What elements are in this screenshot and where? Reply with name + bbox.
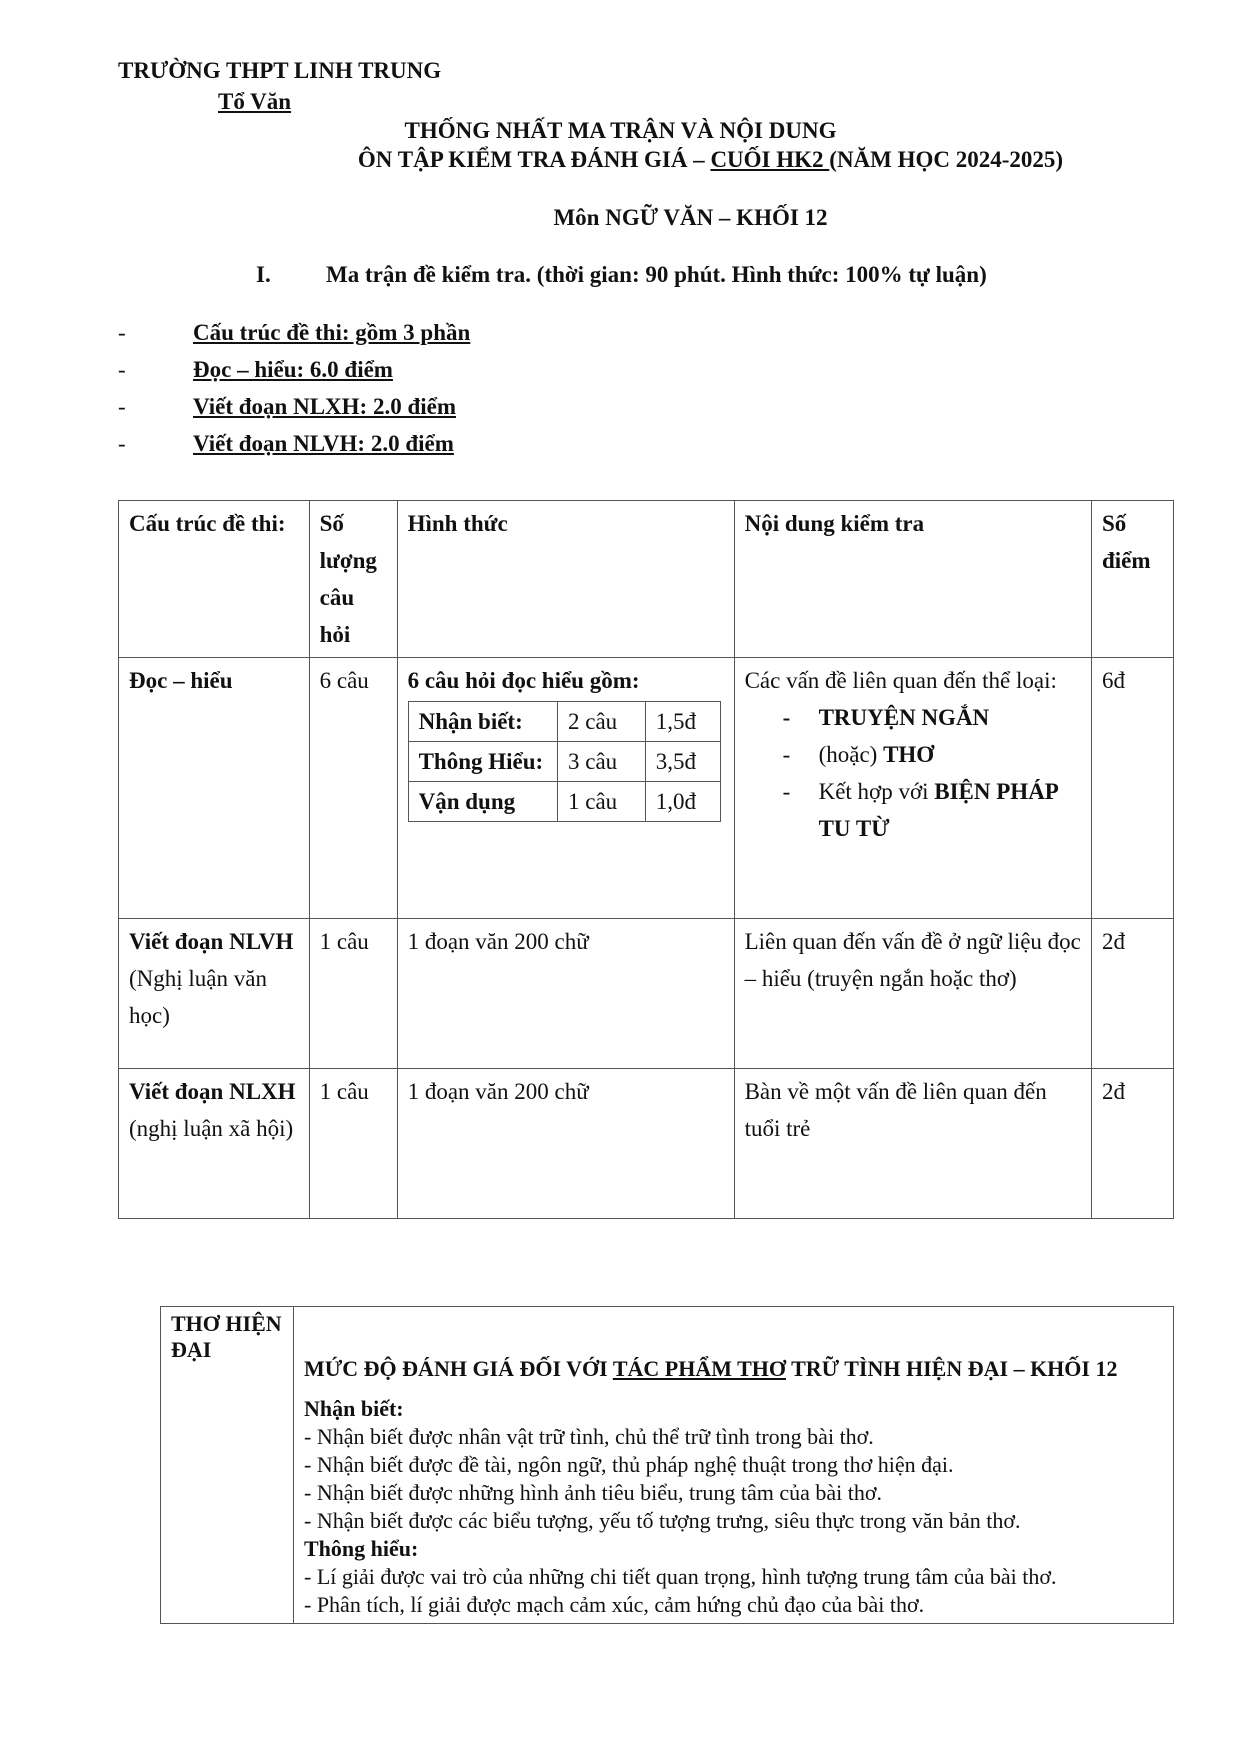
list-item: - (hoặc) THƠ bbox=[745, 736, 1081, 773]
part-cell bbox=[119, 919, 310, 1069]
table-row bbox=[161, 1307, 1174, 1624]
level-score: 1,0đ bbox=[645, 782, 720, 822]
school-name: TRƯỜNG THPT LINH TRUNG bbox=[118, 58, 442, 83]
level-count: 1 câu bbox=[558, 782, 646, 822]
level-heading: Nhận biết: bbox=[304, 1396, 404, 1421]
title-line2-term: CUỐI HK2 bbox=[710, 147, 830, 172]
genre-list bbox=[745, 699, 1081, 847]
part-note: (nghị luận xã hội) bbox=[129, 1116, 294, 1141]
bullet-text: Cấu trúc đề thi: gồm 3 phần bbox=[193, 320, 471, 345]
level-count: 3 câu bbox=[558, 742, 646, 782]
document-title-line1: THỐNG NHẤT MA TRẬN VÀ NỘI DUNG bbox=[404, 118, 837, 143]
department-name: Tổ Văn bbox=[218, 89, 292, 114]
level-row bbox=[408, 702, 720, 742]
content-cell: Liên quan đến vấn đề ở ngữ liệu đọc – hiểu (truyện ngắn hoặc thơ) bbox=[734, 919, 1091, 1069]
exam-matrix-table bbox=[118, 500, 1174, 1219]
content-cell bbox=[734, 658, 1091, 919]
level-row bbox=[408, 782, 720, 822]
poem-assessment-table bbox=[160, 1306, 1174, 1624]
list-item: - Nhận biết được đề tài, ngôn ngữ, thủ pháp nghệ thuật trong thơ hiện đại. bbox=[304, 1452, 954, 1477]
score-cell: 2đ bbox=[1092, 1069, 1174, 1219]
bullet-text: Viết đoạn NLVH: 2.0 điểm bbox=[193, 431, 454, 456]
level-score: 3,5đ bbox=[645, 742, 720, 782]
count-cell: 1 câu bbox=[309, 919, 397, 1069]
table-header-row bbox=[119, 501, 1174, 658]
genre-label: THƠ HIỆN ĐẠI bbox=[161, 1307, 294, 1624]
header-cell: Nội dung kiểm tra bbox=[734, 501, 1091, 658]
list-item: - Lí giải được vai trò của những chi tiết quan trọng, hình tượng trung tâm của bài thơ. bbox=[304, 1564, 1057, 1589]
title-line2-prefix: ÔN TẬP KIỂM TRA ĐÁNH GIÁ – bbox=[357, 147, 711, 172]
level-score: 1,5đ bbox=[645, 702, 720, 742]
section-number: I. bbox=[256, 262, 271, 287]
header-cell: Hình thức bbox=[397, 501, 734, 658]
content-cell: Bàn về một vấn đề liên quan đến tuổi trẻ bbox=[734, 1069, 1091, 1219]
part-title: Viết đoạn NLVH bbox=[129, 929, 294, 954]
level-name: Vận dụng bbox=[408, 782, 557, 822]
level-heading: Thông hiểu: bbox=[304, 1536, 419, 1561]
subject-line: Môn NGỮ VĂN – KHỐI 12 bbox=[553, 205, 828, 230]
section-heading bbox=[256, 262, 987, 288]
score-cell: 6đ bbox=[1092, 658, 1174, 919]
level-count: 2 câu bbox=[558, 702, 646, 742]
bullet-text: Viết đoạn NLXH: 2.0 điểm bbox=[193, 394, 457, 419]
assessment-cell bbox=[294, 1307, 1174, 1624]
part-note: (Nghị luận văn học) bbox=[129, 966, 267, 1028]
header-cell: Cấu trúc đề thi: bbox=[119, 501, 310, 658]
count-cell: 6 câu bbox=[309, 658, 397, 919]
level-name: Thông Hiểu: bbox=[408, 742, 557, 782]
document-title-line2 bbox=[0, 147, 1241, 173]
list-item: - Nhận biết được những hình ảnh tiêu biểu, trung tâm của bài thơ. bbox=[304, 1480, 883, 1505]
score-cell: 2đ bbox=[1092, 919, 1174, 1069]
form-title: 6 câu hỏi đọc hiểu gồm: bbox=[407, 668, 640, 693]
header-cell: Số lượng câu hỏi bbox=[309, 501, 397, 658]
list-item: - Kết hợp với BIỆN PHÁP TU TỪ bbox=[745, 773, 1081, 847]
level-breakdown-table bbox=[408, 701, 721, 822]
content-intro: Các vấn đề liên quan đến thể loại: bbox=[744, 668, 1057, 693]
form-cell: 1 đoạn văn 200 chữ bbox=[397, 1069, 734, 1219]
list-item: - Nhận biết được nhân vật trữ tình, chủ thể trữ tình trong bài thơ. bbox=[304, 1424, 874, 1449]
part-title: Viết đoạn NLXH bbox=[129, 1079, 296, 1104]
part-cell bbox=[119, 1069, 310, 1219]
level-row bbox=[408, 742, 720, 782]
form-cell: 1 đoạn văn 200 chữ bbox=[397, 919, 734, 1069]
assessment-title: MỨC ĐỘ ĐÁNH GIÁ ĐỐI VỚI TÁC PHẨM THƠ TRỮ TÌNH HIỆN ĐẠI – KHỐI 12 bbox=[304, 1356, 1118, 1381]
list-item: - Nhận biết được các biểu tượng, yếu tố tượng trưng, siêu thực trong văn bản thơ. bbox=[304, 1508, 1021, 1533]
table-row bbox=[119, 919, 1174, 1069]
level-name: Nhận biết: bbox=[408, 702, 557, 742]
table-row bbox=[119, 1069, 1174, 1219]
count-cell: 1 câu bbox=[309, 1069, 397, 1219]
title-line2-year: (NĂM HỌC 2024-2025) bbox=[829, 147, 1064, 172]
section-text: Ma trận đề kiểm tra. (thời gian: 90 phút. Hình thức: 100% tự luận) bbox=[326, 262, 987, 287]
header-cell: Số điểm bbox=[1092, 501, 1174, 658]
list-item: - TRUYỆN NGẮN bbox=[745, 699, 1081, 736]
bullet-text: Đọc – hiểu: 6.0 điểm bbox=[193, 357, 393, 382]
part-cell: Đọc – hiểu bbox=[119, 658, 310, 919]
list-item: - Phân tích, lí giải được mạch cảm xúc, cảm hứng chủ đạo của bài thơ. bbox=[304, 1592, 925, 1617]
form-cell bbox=[397, 658, 734, 919]
table-row bbox=[119, 658, 1174, 919]
